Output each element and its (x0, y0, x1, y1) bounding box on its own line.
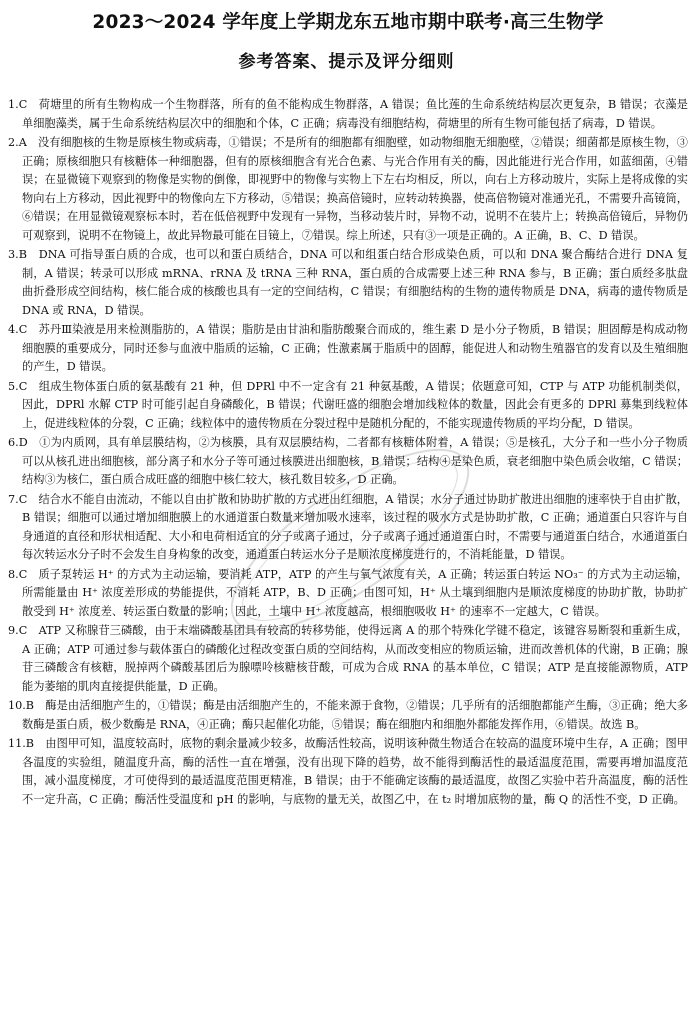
answer-number: 5. (8, 379, 19, 393)
answer-text: D ①为内质网，具有单层膜结构，②为核膜，具有双层膜结构，二者都有核糖体附着，A 错误；⑤是核孔，大分子和一些小分子物质可以从核孔进出细胞核，部分离子和水分子等可通过核膜进出细胞核，B 错误；结构④是染色质，衰老细胞中染色质会收缩，C 错误；结构③为核仁，蛋白质合成旺盛的细胞中核仁较大，核孔数目较多，D 正确。 (18, 436, 688, 486)
answer-number: 6. (8, 436, 19, 449)
answer-item (8, 434, 688, 490)
answer-item (8, 491, 688, 565)
answer-text: B DNA 可指导蛋白质的合成，也可以和蛋白质结合，DNA 可以和组蛋白结合形成染色质，可以和 DNA 聚合酶结合进行 DNA 复制，A 错误；转录可以形成 mRNA、rRNA 及 tRNA 三种 RNA，蛋白质的合成需要上述三种 RNA 参与，B 正确；蛋白质经多肽盘曲折叠形成空间结构，核仁能合成的核酸也具有一定的空间结构，C 错误；有细胞结构的生物的遗传物质是 DNA，病毒的遗传物质是 DNA 或 RNA，D 错误。 (18, 248, 688, 317)
answer-item (8, 96, 688, 133)
answer-number: 7. (8, 492, 19, 506)
answer-number: 4. (8, 323, 19, 336)
answer-item (8, 134, 688, 245)
answer-number: 1. (8, 98, 19, 111)
answer-text: C 组成生物体蛋白质的氨基酸有 21 种，但 DPRl 中不一定含有 21 种氨基酸，A 错误；依题意可知，CTP 与 ATP 功能机制类似，因此，DPRl 水解 CTP 时可能引起自身磷酸化，B 错误；代谢旺盛的细胞会增加线粒体的数量，因此会有更多的 DPRl 募集到线粒体上，促进线粒体的分裂，C 正确；线粒体中的遗传物质在分裂过程中是随机分配的，不能实现遗传物质的平均分配，D 错误。 (18, 379, 688, 430)
answer-number: 10. (8, 699, 26, 712)
answer-number: 3. (8, 248, 19, 261)
answer-item (8, 622, 688, 696)
page-subtitle: 参考答案、提示及评分细则 (238, 52, 455, 72)
answer-item (8, 321, 688, 377)
answer-number: 9. (8, 624, 19, 637)
answer-text: B 由图甲可知，温度较高时，底物的剩余量减少较多，故酶活性较高，说明该种微生物适合在较高的温度环境中生存，A 正确；图甲各温度的实验组，随温度升高，酶的活性一直在增强，没有出现下降的趋势，故不能得到酶活性的最适温度范围，需要再增加温度范围，减小温度梯度，才可使得到的最适温度范围更精准，B 错误；由于不能确定该酶的最适温度，故图乙实验中若升高温度，酶的活性不一定升高，C 正确；酶活性受温度和 pH 的影响，与底物的量无关，故图乙中，在 t₂ 时增加底物的量，酶 Q 的活性不变，D 正确。 (22, 737, 688, 806)
answer-text: C 荷塘里的所有生物构成一个生物群落，所有的鱼不能构成生物群落，A 错误；鱼比莲的生命系统结构层次更复杂，B 错误；衣藻是单细胞藻类，属于生命系统结构层次中的细胞和个体，C 正确；病毒没有细胞结构，荷塘里的所有生物可能包括了病毒，D 错误。 (18, 98, 688, 130)
answer-item (8, 697, 688, 734)
answer-number: 8. (8, 567, 19, 581)
answer-item (8, 378, 688, 434)
page-title: 2023～2024 学年度上学期龙东五地市期中联考·高三生物学 (92, 12, 604, 33)
answer-text: A 没有细胞核的生物是原核生物或病毒，①错误；不是所有的细胞都有细胞壁，如动物细胞无细胞壁，②错误；细菌都是原核生物，③正确；原核细胞只有核糖体一种细胞器，但有的原核细胞含有光合色素、与光合作用有关的酶，因此能进行光合作用，如蓝细菌，④错误；在显微镜下观察到的物像是实物的倒像，即视野中的物像与实物上下左右均相反，所以，向右上方移动玻片，实际上是将成像的实物向右上方移动，因此视野中的物像向左下方移动，⑤错误；换高倍镜时，应转动转换器，使高倍物镜对准通光孔，不需要升高镜筒，⑥错误；在用显微镜观察标本时，若在低倍视野中发现有一异物，当移动装片时，异物不动，说明不在装片上；转换高倍镜后，异物仍可观察到，说明不在物镜上，故此异物最可能在目镜上，⑦错误。综上所述，只有③一项是正确的。A 正确，B、C、D 错误。 (18, 136, 688, 242)
answer-item (8, 566, 688, 622)
answer-text: C 质子泵转运 H⁺ 的方式为主动运输，要消耗 ATP，ATP 的产生与氧气浓度有关，A 正确；转运蛋白转运 NO₃⁻ 的方式为主动运输，所需能量由 H⁺ 浓度差形成的势能提供，不消耗 ATP，B、D 正确；由图可知，H⁺ 从土壤到细胞内是顺浓度梯度的协助扩散，协助扩散受到 H⁺ 浓度差、转运蛋白数量的影响；因此，土壤中 H⁺ 浓度越高，根细胞吸收 H⁺ 的速率不一定越大，C 错误。 (18, 567, 688, 618)
answer-text: C ATP 又称腺苷三磷酸，由于末端磷酸基团具有较高的转移势能，使得远离 A 的那个特殊化学键不稳定，该键容易断裂和重新生成，A 正确；ATP 可通过参与载体蛋白的磷酸化过程改变蛋白质的空间结构，从而改变相应的物质运输，进而改善机体的代谢，B 正确；腺苷三磷酸含有核糖，脱掉两个磷酸基团后为腺嘌呤核糖核苷酸，可成为合成 RNA 的基本单位，C 错误；ATP 是直接能源物质，ATP 能为萎缩的肌肉直接提供能量，D 正确。 (18, 624, 688, 693)
answer-list (8, 96, 688, 810)
answer-text: C 结合水不能自由流动，不能以自由扩散和协助扩散的方式进出红细胞，A 错误；水分子通过协助扩散进出细胞的速率快于自由扩散，B 错误；细胞可以通过增加细胞膜上的水通道蛋白数量来增加吸水速率，该过程的吸水方式是协助扩散，C 正确；通道蛋白只容许与自身通道的直径和形状相适配、大小和电荷相适宜的分子或离子通过，分子或离子通过通道蛋白时，不需要与通道蛋白结合，水通道蛋白每次转运水分子时不会发生自身构象的改变，通道蛋白转运水分子是顺浓度梯度进行的，不消耗能量，D 错误。 (18, 492, 688, 561)
answer-number: 11. (8, 737, 26, 750)
answer-text: B 酶是由活细胞产生的，①错误；酶是由活细胞产生的，不能来源于食物，②错误；几乎所有的活细胞都能产生酶，③正确；绝大多数酶是蛋白质，极少数酶是 RNA，④正确；酶只起催化功能，⑤错误；酶在细胞内和细胞外都能发挥作用，⑥错误。故选 B。 (22, 699, 688, 731)
answer-number: 2. (8, 136, 19, 149)
answer-text: C 苏丹Ⅲ染液是用来检测脂肪的，A 错误；脂肪是由甘油和脂肪酸聚合而成的，维生素 D 是小分子物质，B 错误；胆固醇是构成动物细胞膜的重要成分，同时还参与血液中脂质的运输，C 正确；性激素属于脂质中的固醇，能促进人和动物生殖器官的发育以及生殖细胞的产生，D 错误。 (18, 323, 688, 373)
answer-item (8, 735, 688, 809)
answer-item (8, 246, 688, 320)
